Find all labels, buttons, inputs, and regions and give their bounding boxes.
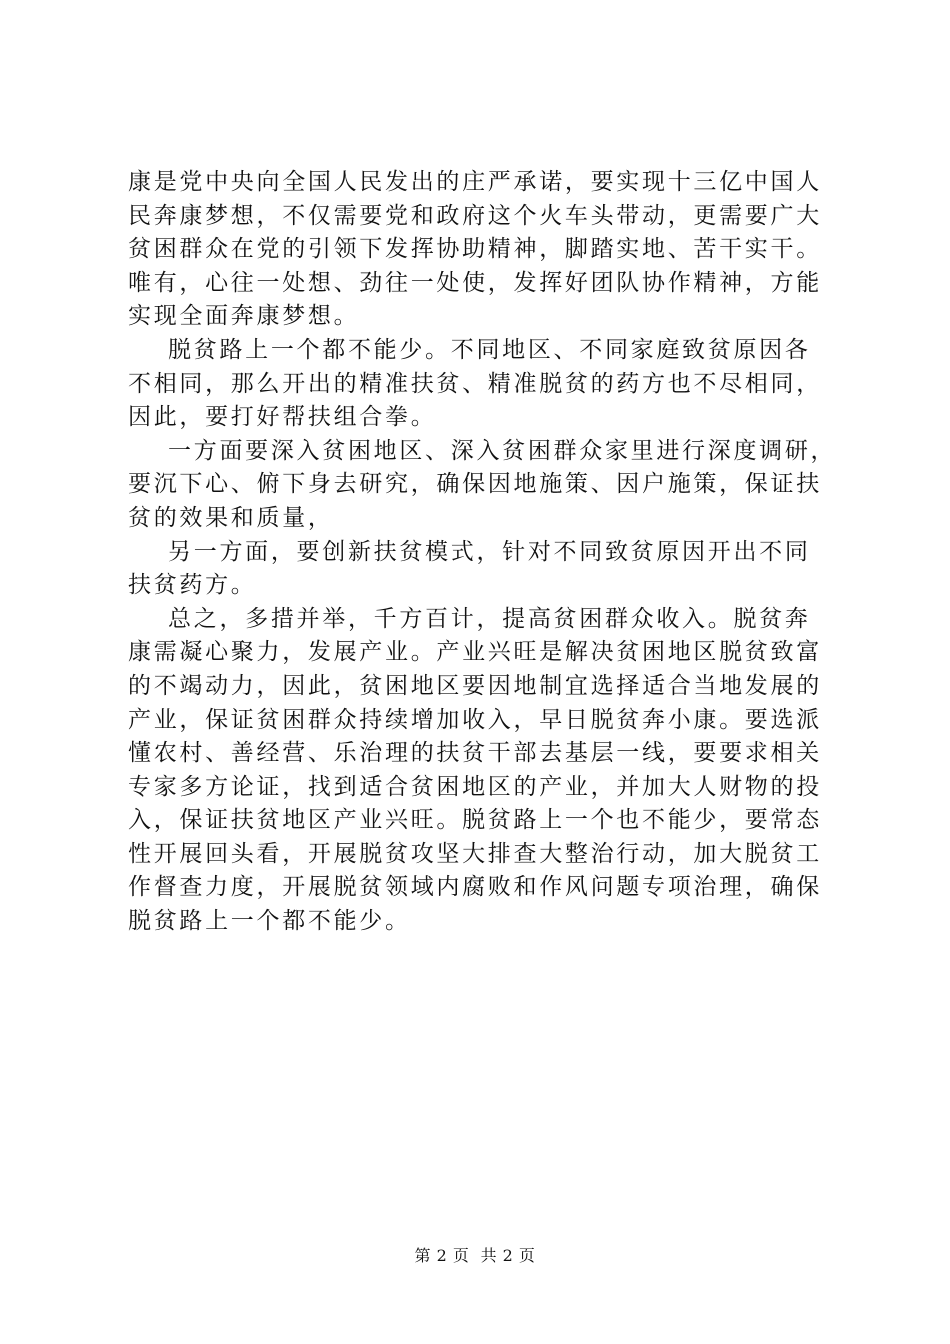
text-line: 贫的效果和质量， [128, 504, 334, 531]
text-line: 因此，要打好帮扶组合拳。 [128, 404, 437, 431]
text-line: 懂农村、善经营、乐治理的扶贫干部去基层一线，要要求相关 [128, 740, 822, 767]
text-line: 入，保证扶贫地区产业兴旺。脱贫路上一个也不能少，要常态 [128, 807, 822, 834]
body-text [128, 166, 837, 939]
text-line: 的不竭动力，因此，贫困地区要因地制宜选择适合当地发展的 [128, 672, 822, 699]
text-line: 唯有，心往一处想、劲往一处使，发挥好团队协作精神，方能 [128, 269, 822, 296]
text-line: 一方面要深入贫困地区、深入贫困群众家里进行深度调研， [128, 437, 837, 464]
text-line: 要沉下心、俯下身去研究，确保因地施策、因户施策，保证扶 [128, 471, 822, 498]
text-line: 不相同，那么开出的精准扶贫、精准脱贫的药方也不尽相同， [128, 370, 822, 397]
text-line: 性开展回头看，开展脱贫攻坚大排查大整治行动，加大脱贫工 [128, 840, 822, 867]
text-line: 另一方面，要创新扶贫模式，针对不同致贫原因开出不同 [128, 538, 811, 565]
text-line: 民奔康梦想，不仅需要党和政府这个火车头带动，更需要广大 [128, 202, 822, 229]
text-line: 实现全面奔康梦想。 [128, 303, 360, 330]
page-number-footer: 第 2 页 共 2 页 [414, 1246, 536, 1265]
text-line: 作督查力度，开展脱贫领域内腐败和作风问题专项治理，确保 [128, 874, 822, 901]
text-line: 脱贫路上一个都不能少。不同地区、不同家庭致贫原因各 [128, 336, 811, 363]
text-line: 贫困群众在党的引领下发挥协助精神，脚踏实地、苦干实干。 [128, 236, 822, 263]
text-line: 产业，保证贫困群众持续增加收入，早日脱贫奔小康。要选派 [128, 706, 822, 733]
text-line: 康是党中央向全国人民发出的庄严承诺，要实现十三亿中国人 [128, 169, 822, 195]
text-line: 康需凝心聚力，发展产业。产业兴旺是解决贫困地区脱贫致富 [128, 639, 822, 666]
text-line: 脱贫路上一个都不能少。 [128, 908, 411, 935]
text-line: 专家多方论证，找到适合贫困地区的产业，并加大人财物的投 [128, 773, 822, 800]
text-line: 总之，多措并举，千方百计，提高贫困群众收入。脱贫奔 [128, 605, 811, 632]
text-line: 扶贫药方。 [128, 572, 257, 599]
